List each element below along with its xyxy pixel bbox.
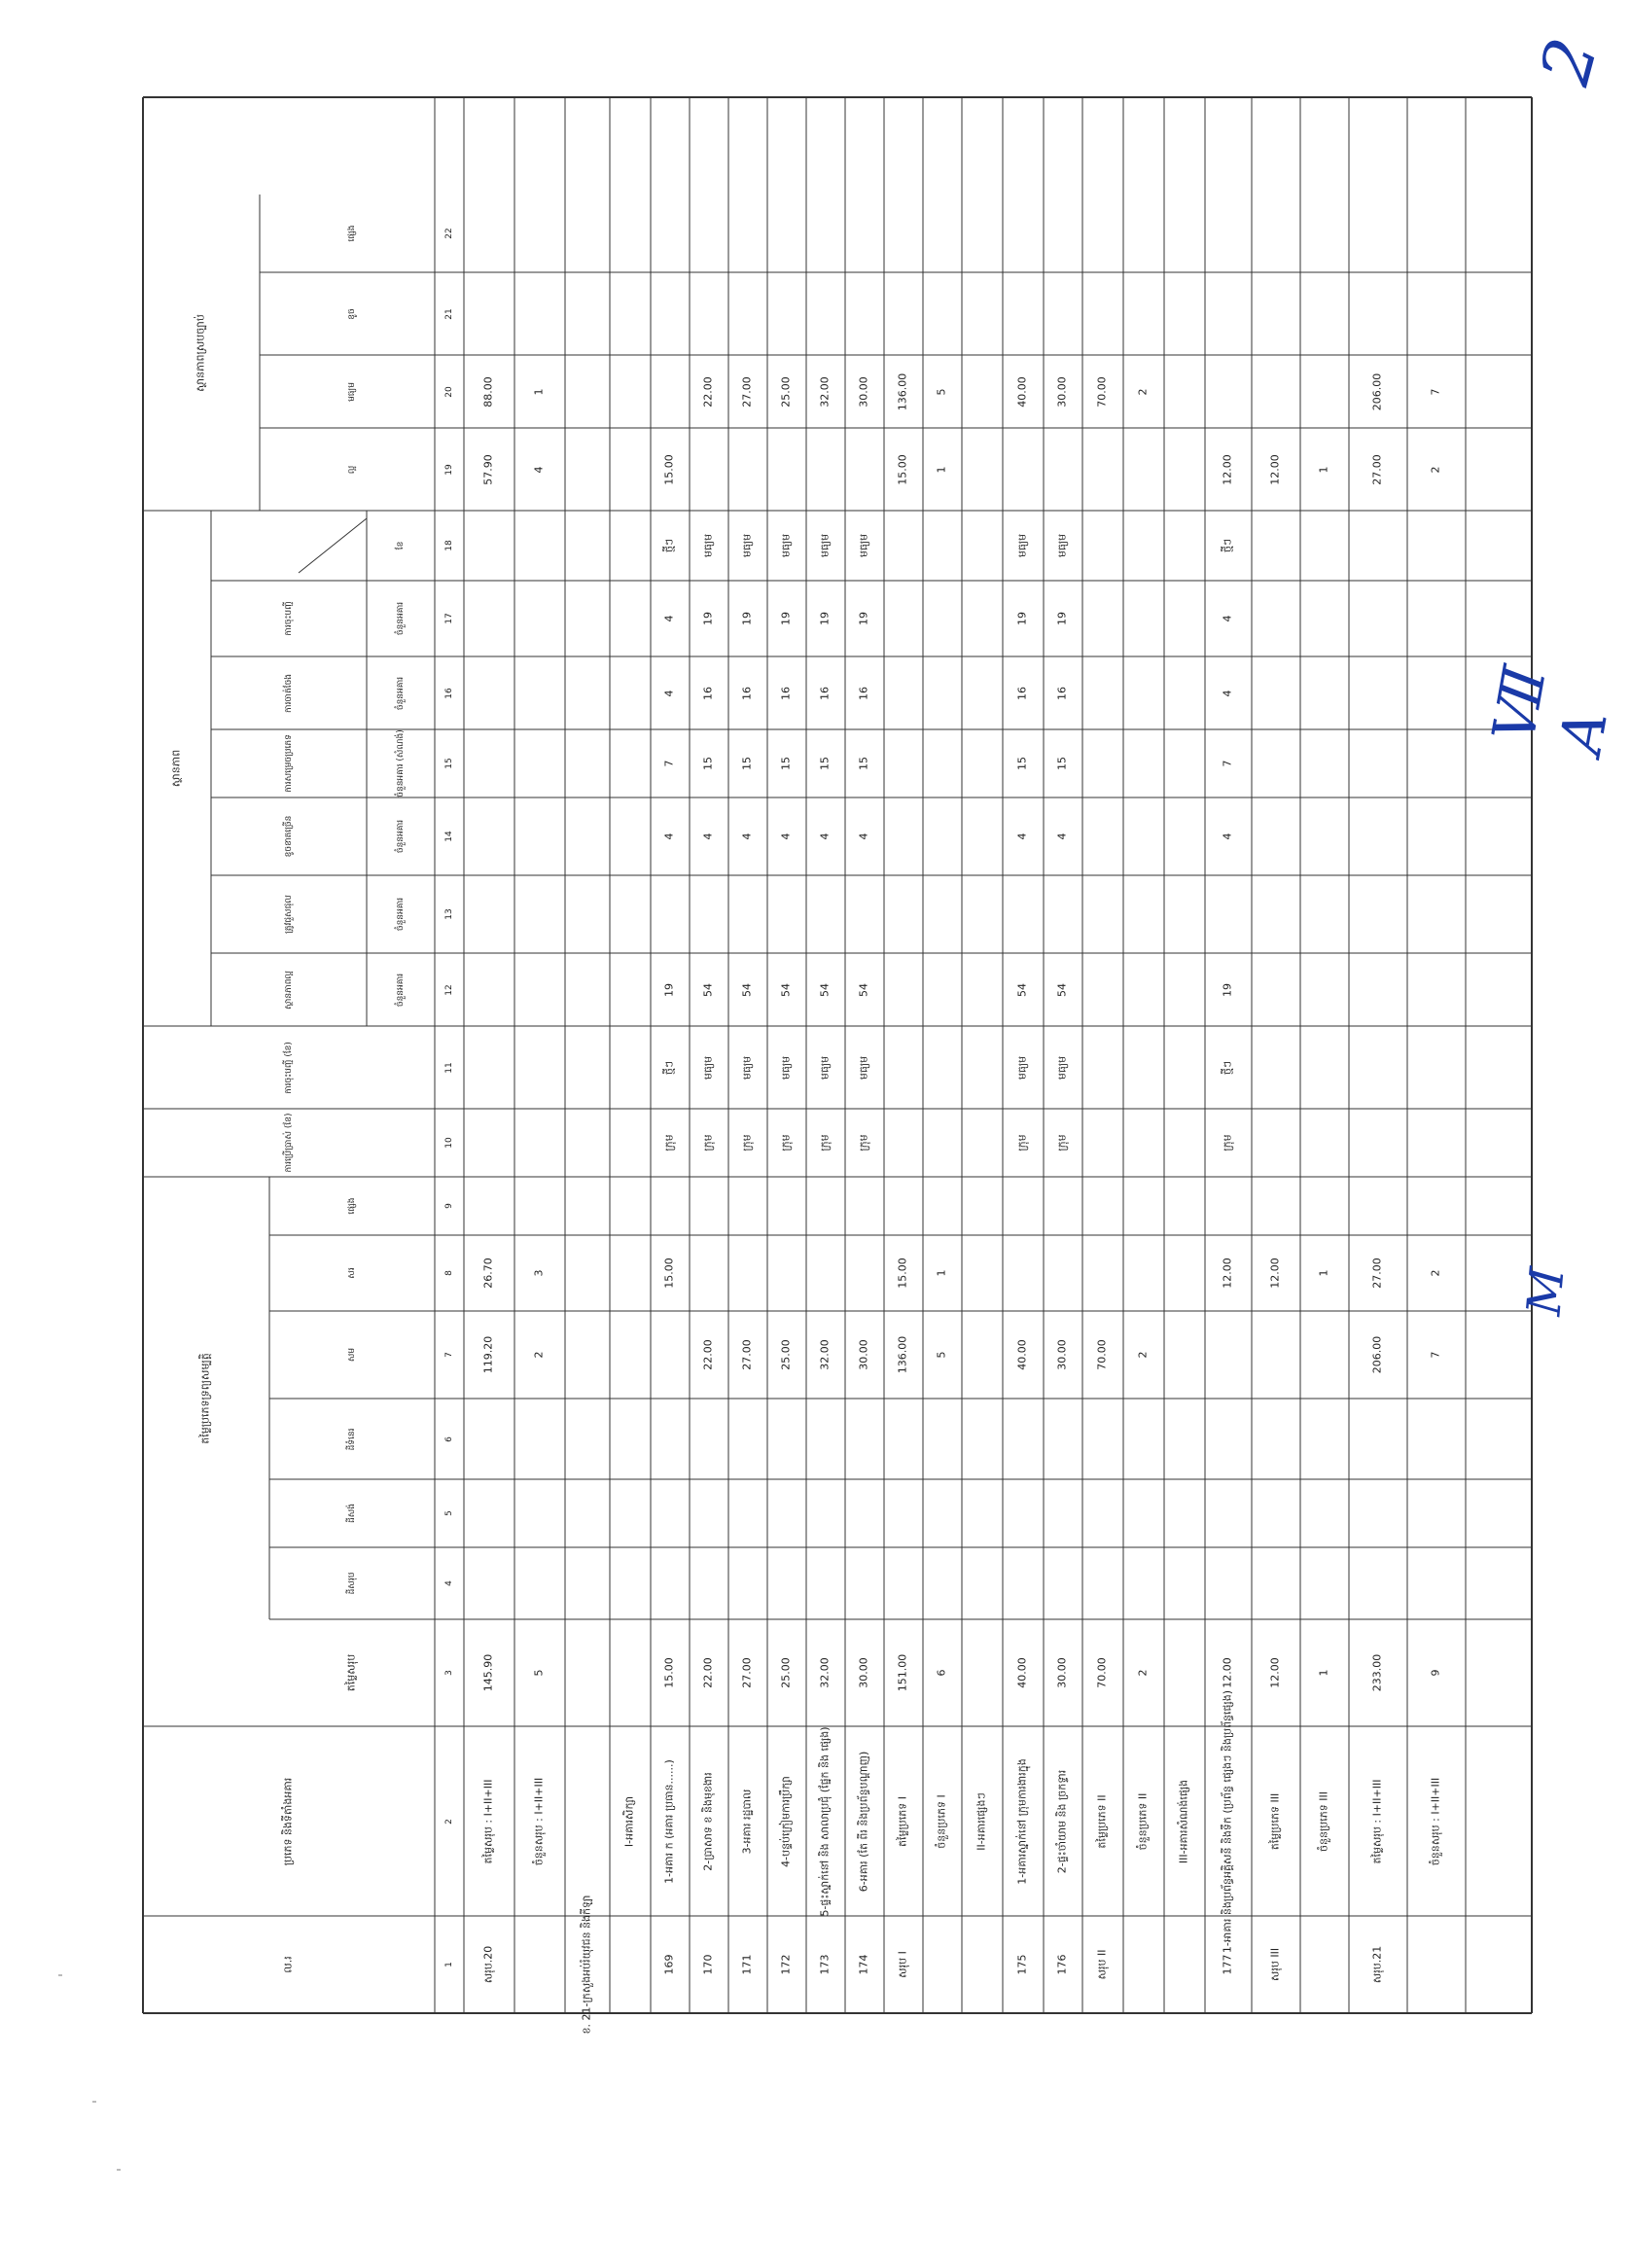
handwritten-page-mark: 2 (1525, 29, 1614, 93)
table-cell-c20: 1 (532, 388, 546, 395)
table-cell-c16: 16 (857, 686, 870, 700)
grid-line (299, 518, 367, 573)
header-group-value: តម្លៃប្រភេទទ្រព្យសម្បត្តិ (198, 1352, 212, 1444)
table-cell-c2: III-អគារសំណង់ផ្សេង (1177, 1779, 1190, 1863)
table-cell-c17: 4 (1221, 615, 1234, 622)
table-cell-c17: 19 (1055, 612, 1069, 625)
table-cell-c20: 30.00 (1055, 375, 1069, 408)
table-cell-c10: ក្រុម (1055, 1134, 1069, 1152)
column-number: 19 (443, 463, 454, 476)
column-number: 22 (443, 228, 454, 239)
table-cell-c3: 22.00 (701, 1657, 715, 1688)
table-cell-c20: 136.00 (896, 372, 909, 410)
handwritten-initial: M (1516, 1265, 1576, 1318)
table-cell-c1: សរុប II (1095, 1949, 1109, 1980)
table-cell-c2: 6-អគារ (តែ ពីរ និងប្រព័ន្ធបណ្ដាញ) (857, 1751, 870, 1892)
table-cell-c20: 27.00 (740, 375, 754, 408)
header-status-20: មធ្យម (346, 381, 357, 402)
table-cell-c3: 12.00 (1268, 1657, 1282, 1688)
column-number: 9 (443, 1203, 454, 1209)
table-cell-c1: 170 (701, 1954, 715, 1975)
table-cell-c17: 19 (779, 612, 793, 625)
scan-speck (117, 2169, 121, 2171)
table-cell-c12: 54 (1015, 982, 1029, 997)
column-number: 10 (443, 1137, 454, 1149)
table-cell-c12: 54 (857, 982, 870, 997)
column-number: 4 (443, 1580, 454, 1586)
table-cell-c19: 12.00 (1221, 453, 1234, 485)
table-cell-c16: 16 (740, 686, 754, 700)
table-cell-c15: 15 (1015, 757, 1029, 770)
table-cell-c1: 169 (662, 1954, 676, 1975)
table-cell-c12: 19 (1221, 982, 1234, 997)
table-cell-c1: សរុប.20 (481, 1945, 495, 1984)
table-cell-c3: 70.00 (1095, 1657, 1109, 1688)
table-cell-c11: មធ្យម (1055, 1055, 1069, 1080)
table-cell-c2: ចំនួនប្រភេទ II (1136, 1792, 1150, 1850)
table-cell-c7: 25.00 (779, 1339, 793, 1370)
table-cell-c7: 30.00 (1055, 1339, 1069, 1370)
table-cell-c1: 175 (1015, 1954, 1029, 1975)
handwritten-signature: Ⅶ A (1479, 660, 1621, 760)
table-cell-c11: មធ្យម (779, 1055, 793, 1080)
table-cell-c3: 5 (532, 1669, 546, 1677)
header-sub-7: សម (346, 1347, 357, 1363)
header-unit-12: ចំនួនអគារ (395, 973, 406, 1007)
column-number: 17 (443, 613, 454, 624)
table-cell-c15: 15 (1055, 757, 1069, 770)
table-cell-c1: ខ. 21-ក្រសួងអប់រំយុវជន និងកីឡា (580, 1895, 593, 2035)
table-cell-c10: ក្រុម (701, 1134, 715, 1152)
table-cell-c19: 4 (532, 466, 546, 473)
table-cell-c16: 4 (662, 690, 676, 696)
table-cell-c1: 174 (857, 1954, 870, 1975)
header-type-15: ការសម្រេចប្រភេទ (283, 734, 294, 793)
table-cell-c15: 15 (857, 757, 870, 770)
header-unit-14: ចំនួនអគារ (395, 819, 406, 854)
table-cell-c14: 4 (1055, 833, 1069, 840)
header-sub-8: សរ (346, 1267, 357, 1279)
table-cell-c7: 7 (1429, 1351, 1442, 1359)
table-cell-c20: 40.00 (1015, 375, 1029, 408)
table-cell-c2: 1-អាគារ និងប្រព័ន្ធអគ្គិសនី និងទឹក (ប្រព័ន្ធ ផ្សេងៗ និងប្រព័ន្ធផ្សេង) (1221, 1689, 1234, 1953)
table-cell-c14: 4 (857, 833, 870, 840)
table-cell-c3: 27.00 (740, 1657, 754, 1688)
table-cell-c17: 4 (662, 615, 676, 622)
table-cell-c7: 40.00 (1015, 1339, 1029, 1370)
table-cell-c7: 22.00 (701, 1339, 715, 1370)
table-cell-c20: 7 (1429, 388, 1442, 395)
column-number: 12 (443, 983, 454, 996)
table-cell-c8: 26.70 (481, 1258, 495, 1289)
table-cell-c16: 4 (1221, 690, 1234, 696)
table-cell-c8: 15.00 (662, 1258, 676, 1289)
table-cell-c19: 15.00 (896, 453, 909, 485)
table-cell-c2: I-អគារសិក្សា (622, 1795, 636, 1847)
table-cell-c20: 206.00 (1370, 372, 1384, 410)
table-cell-c15: 7 (1221, 760, 1234, 767)
table-cell-c18: មធ្យម (740, 533, 754, 558)
table-cell-c7: 2 (532, 1351, 546, 1359)
table-cell-c14: 4 (1015, 833, 1029, 840)
table-cell-c11: ថ្មីៗ (662, 1060, 676, 1075)
table-cell-c19: 1 (1317, 466, 1330, 473)
table-cell-c1: 172 (779, 1954, 793, 1975)
table-cell-c12: 54 (779, 982, 793, 997)
table-cell-c8: 1 (935, 1269, 948, 1277)
table-cell-c18: មធ្យម (701, 533, 715, 558)
scan-speck (92, 2101, 96, 2103)
table-cell-c8: 15.00 (896, 1258, 909, 1289)
table-cell-c1: សរុប.21 (1370, 1945, 1384, 1984)
table-cell-c17: 19 (857, 612, 870, 625)
table-cell-c10: ក្រុម (662, 1134, 676, 1152)
table-cell-c20: 22.00 (701, 375, 715, 408)
table-cell-c7: 136.00 (896, 1335, 909, 1374)
column-number: 11 (443, 1061, 454, 1074)
table-cell-c17: 19 (701, 612, 715, 625)
table-cell-c2: 4-បន្ទប់ក្រៀមការប្រឹក្សា (779, 1775, 793, 1867)
table-cell-c2: ចំនួនប្រភេទ I (935, 1793, 948, 1849)
table-cell-c14: 4 (1221, 833, 1234, 840)
table-cell-c14: 4 (662, 833, 676, 840)
table-cell-c19: 1 (935, 466, 948, 473)
table-cell-c3: 15.00 (662, 1657, 676, 1688)
table-cell-c20: 2 (1136, 388, 1150, 395)
table-cell-c16: 16 (701, 686, 715, 700)
table-cell-c11: មធ្យម (857, 1055, 870, 1080)
header-sub-9: ផ្សេង (346, 1197, 357, 1215)
header-type-16: ការចាត់ចែង (283, 673, 294, 713)
table-cell-c11: មធ្យម (701, 1055, 715, 1080)
table-cell-c7: 70.00 (1095, 1339, 1109, 1370)
header-type-13: ត្រូវជួសជុល (283, 895, 294, 934)
table-cell-c8: 12.00 (1268, 1258, 1282, 1289)
header-col-total: តម្លៃសរុប (344, 1653, 358, 1692)
table-cell-c20: 30.00 (857, 375, 870, 408)
table-cell-c1: 176 (1055, 1954, 1069, 1975)
table-cell-c12: 54 (701, 982, 715, 997)
table-cell-c18: ថ្មីៗ (1221, 538, 1234, 553)
header-group-type: ស្ថានភាព (169, 749, 183, 788)
table-cell-c10: ក្រុម (779, 1134, 793, 1152)
column-number: 14 (443, 831, 454, 842)
table-cell-c18: មធ្យម (1055, 533, 1069, 558)
table-cell-c1: 173 (818, 1954, 832, 1975)
table-cell-c7: 32.00 (818, 1339, 832, 1370)
table-cell-c7: 206.00 (1370, 1335, 1384, 1374)
table-cell-c7: 30.00 (857, 1339, 870, 1370)
table-cell-c19: 27.00 (1370, 453, 1384, 485)
table-cell-c12: 19 (662, 982, 676, 997)
table-cell-c3: 25.00 (779, 1657, 793, 1688)
column-number: 6 (443, 1435, 454, 1442)
column-number: 5 (443, 1510, 454, 1516)
table-cell-c15: 15 (740, 757, 754, 770)
table-cell-c3: 12.00 (1221, 1657, 1234, 1688)
table-cell-c10: ក្រុម (857, 1134, 870, 1152)
table-cell-c3: 233.00 (1370, 1653, 1384, 1692)
table-cell-c19: 15.00 (662, 453, 676, 485)
table-cell-c18: មធ្យម (779, 533, 793, 558)
table-cell-c2: 5-ផ្ទះស្នាក់នៅ និង សាលាប្រជុំ (ផ្នែក និង ផ្សេង) (818, 1725, 832, 1917)
column-number: 16 (443, 687, 454, 699)
table-cell-c8: 12.00 (1221, 1258, 1234, 1289)
header-col-unit2: ការចុះបញ្ជី (ខែ) (283, 1041, 294, 1094)
table-cell-c16: 16 (779, 686, 793, 700)
header-unit-13: ចំនួនអគារ (395, 897, 406, 932)
header-type-17: ការចុះបញ្ជី (283, 601, 294, 636)
table-cell-c2: 2-ប្រាសាទ ខ និងមុខងារ (701, 1771, 715, 1871)
table-cell-c2: តម្លៃប្រភេទ II (1095, 1793, 1109, 1849)
header-status-19: ល្អ (346, 465, 357, 474)
header-col-name: ប្រភេទ និងទីតាំងអគារ (281, 1777, 295, 1865)
table-cell-c18: ថ្មីៗ (662, 538, 676, 553)
header-status-22: ផ្សេង (346, 225, 357, 242)
header-status-21: ខូច (346, 307, 357, 320)
table-cell-c17: 19 (818, 612, 832, 625)
table-cell-c11: មធ្យម (818, 1055, 832, 1080)
table-cell-c3: 30.00 (1055, 1657, 1069, 1688)
table-cell-c2: តម្លៃប្រភេទ I (896, 1795, 909, 1847)
table-cell-c3: 145.90 (481, 1653, 495, 1692)
header-unit-17: ចំនួនអគារ (395, 601, 406, 636)
table-cell-c3: 9 (1429, 1669, 1442, 1677)
table-cell-c10: ក្រុម (740, 1134, 754, 1152)
table-cell-c20: 25.00 (779, 375, 793, 408)
table-cell-c15: 15 (779, 757, 793, 770)
table-cell-c7: 119.20 (481, 1335, 495, 1374)
column-number: 1 (443, 1962, 454, 1967)
table-cell-c2: ចំនួនប្រភេទ III (1317, 1790, 1330, 1852)
table-cell-c18: មធ្យម (818, 533, 832, 558)
table-cell-c17: 19 (740, 612, 754, 625)
column-number: 13 (443, 908, 454, 920)
table-cell-c8: 27.00 (1370, 1258, 1384, 1289)
table-cell-c1: 177 (1221, 1954, 1234, 1975)
table-cell-c3: 30.00 (857, 1657, 870, 1688)
table-cell-c18: មធ្យម (857, 533, 870, 558)
table-cell-c8: 2 (1429, 1269, 1442, 1277)
table-cell-c19: 2 (1429, 466, 1442, 473)
table-cell-c15: 15 (818, 757, 832, 770)
table-cell-c7: 27.00 (740, 1339, 754, 1370)
table-cell-c2: II-អគារផ្សេងៗ (974, 1791, 988, 1851)
table-cell-c8: 1 (1317, 1269, 1330, 1277)
table-cell-c17: 19 (1015, 612, 1029, 625)
table-cell-c3: 6 (935, 1669, 948, 1677)
table-cell-c2: ចំនួនសរុប : I+II+III (532, 1777, 546, 1865)
column-number: 2 (443, 1818, 454, 1825)
column-number: 7 (443, 1352, 454, 1358)
table-cell-c2: តម្លៃសរុប : I+II+III (481, 1778, 495, 1864)
table-cell-c7: 5 (935, 1351, 948, 1359)
table-cell-c18: មធ្យម (1015, 533, 1029, 558)
table-cell-c14: 4 (740, 833, 754, 840)
table-cell-c2: តម្លៃប្រភេទ III (1268, 1792, 1282, 1850)
table-cell-c2: ចំនួនសរុប : I+II+III (1429, 1777, 1442, 1865)
table-cell-c11: មធ្យម (740, 1055, 754, 1080)
table-cell-c8: 3 (532, 1269, 546, 1277)
table-cell-c19: 12.00 (1268, 453, 1282, 485)
column-number: 3 (443, 1670, 454, 1676)
table-cell-c14: 4 (779, 833, 793, 840)
header-type-18: ខែ (395, 541, 406, 550)
table-cell-c2: 1-អគារ ក (អគារ ប្រធាន......) (662, 1758, 676, 1884)
header-col-unit1: ការប្រើប្រាស់ (ខែ) (283, 1113, 294, 1173)
table-cell-c2: 3-អគារ រដ្ឋបាល (740, 1789, 754, 1854)
table-cell-c14: 4 (701, 833, 715, 840)
table-cell-c19: 57.90 (481, 453, 495, 485)
table-cell-c10: ក្រុម (1221, 1134, 1234, 1152)
scan-speck (58, 1974, 62, 1976)
table-cell-c3: 151.00 (896, 1653, 909, 1692)
header-type-12: ស្ថានភាពល្អ (283, 970, 294, 1010)
column-number: 20 (443, 385, 454, 398)
table-cell-c20: 70.00 (1095, 375, 1109, 408)
table-cell-c1: សរុប III (1268, 1947, 1282, 1982)
table-cell-c2: តម្លៃសរុប : I+II+III (1370, 1778, 1384, 1864)
header-col-no: ល.រ (281, 1956, 295, 1973)
table-cell-c3: 2 (1136, 1669, 1150, 1677)
table-cell-c3: 32.00 (818, 1657, 832, 1688)
table-cell-c10: ក្រុម (818, 1134, 832, 1152)
column-number: 18 (443, 540, 454, 551)
table-cell-c3: 1 (1317, 1669, 1330, 1677)
table-cell-c7: 2 (1136, 1351, 1150, 1359)
table-cell-c16: 16 (1055, 686, 1069, 700)
table-cell-c1: សរុប I (896, 1951, 909, 1978)
column-number: 15 (443, 758, 454, 769)
table-cell-c11: ថ្មីៗ (1221, 1060, 1234, 1075)
table-cell-c3: 40.00 (1015, 1657, 1029, 1688)
header-group-status: ស្ថានភាពស្របច្បាប់ (194, 313, 207, 392)
table-cell-c2: 1-អគារស្នាក់នៅ ក្រុមការងារក្នុង (1015, 1757, 1029, 1885)
table-cell-c20: 88.00 (481, 375, 495, 408)
table-cell-c20: 5 (935, 388, 948, 395)
table-cell-c11: មធ្យម (1015, 1055, 1029, 1080)
column-number: 21 (443, 307, 454, 320)
table-cell-c16: 16 (818, 686, 832, 700)
asset-register-table (143, 97, 1532, 2035)
header-sub-5: ដីសង់ (346, 1504, 357, 1523)
table-cell-c15: 7 (662, 760, 676, 767)
table-cell-c20: 32.00 (818, 375, 832, 408)
column-number: 8 (443, 1270, 454, 1276)
header-sub-4: ដីសរុប (346, 1572, 357, 1595)
table-cell-c16: 16 (1015, 686, 1029, 700)
table-cell-c14: 4 (818, 833, 832, 840)
table-cell-c15: 15 (701, 757, 715, 770)
header-unit-15: ចំនួនអគារ (សំណង់) (395, 729, 406, 797)
table-cell-c12: 54 (1055, 982, 1069, 997)
header-sub-6: ដីទំនេរ (346, 1428, 357, 1450)
header-type-14: ខូចខាតច្រើន (283, 815, 294, 858)
table-cell-c1: 171 (740, 1954, 754, 1975)
table-cell-c12: 54 (818, 982, 832, 997)
table-cell-c10: ក្រុម (1015, 1134, 1029, 1152)
header-unit-16: ចំនួនអគារ (395, 676, 406, 710)
table-cell-c12: 54 (740, 982, 754, 997)
table-cell-c2: 2-ផ្ទះចាំយាម និង ច្រកទ្វារ (1055, 1769, 1069, 1873)
